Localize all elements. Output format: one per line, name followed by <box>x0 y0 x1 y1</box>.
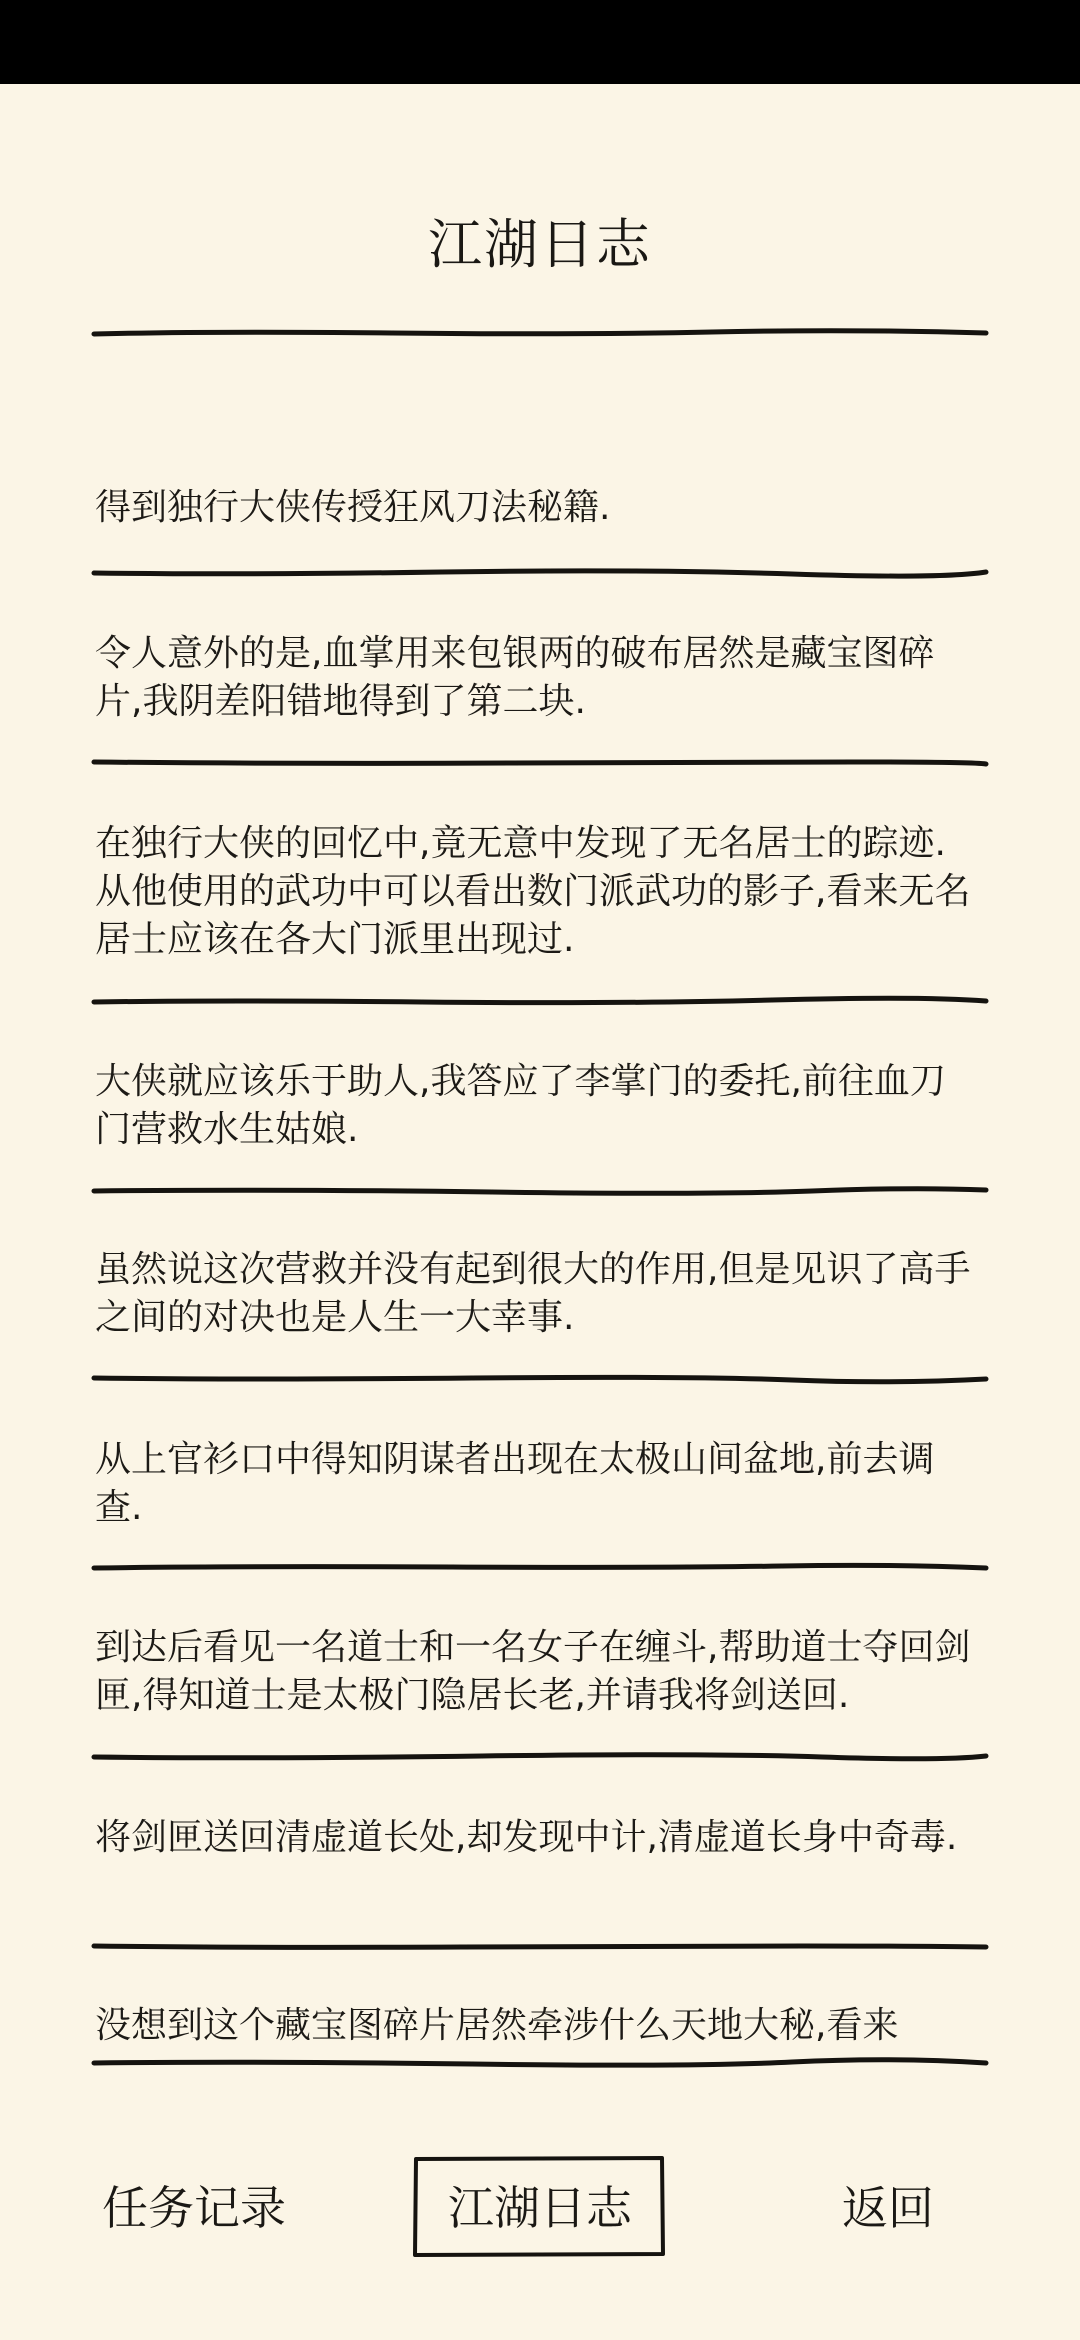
journal-page <box>0 84 1080 2340</box>
entry-divider <box>92 758 988 768</box>
entry-divider <box>92 1186 988 1196</box>
entry-divider <box>92 996 988 1006</box>
journal-entry: 到达后看见一名道士和一名女子在缠斗,帮助道士夺回剑匣,得知道士是太极门隐居长老,并请我将剑送回. <box>95 1627 971 1716</box>
quest-log-tab[interactable]: 任务记录 <box>102 2181 286 2235</box>
journal-entry: 从上官衫口中得知阴谋者出现在太极山间盆地,前去调查. <box>95 1439 935 1528</box>
journal-entry: 大侠就应该乐于助人,我答应了李掌门的委托,前往血刀门营救水生姑娘. <box>95 1061 946 1150</box>
journal-entry: 令人意外的是,血掌用来包银两的破布居然是藏宝图碎片,我阴差阳错地得到了第二块. <box>95 633 935 722</box>
journal-entry: 得到独行大侠传授狂风刀法秘籍. <box>95 487 611 528</box>
bottom-nav <box>0 2140 1080 2270</box>
entry-divider <box>92 1752 988 1762</box>
journal-entry: 将剑匣送回清虚道长处,却发现中计,清虚道长身中奇毒. <box>95 1817 958 1858</box>
title-divider <box>92 328 988 338</box>
back-button[interactable]: 返回 <box>842 2181 934 2235</box>
journal-entry: 虽然说这次营救并没有起到很大的作用,但是见识了高手之间的对决也是人生一大幸事. <box>95 1249 971 1338</box>
journal-entry: 在独行大侠的回忆中,竟无意中发现了无名居士的踪迹.从他使用的武功中可以看出数门派武功的影子,看来无名居士应该在各大门派里出现过. <box>95 823 971 960</box>
entry-divider <box>92 568 988 578</box>
entry-divider <box>92 1562 988 1572</box>
entry-divider <box>92 1374 988 1384</box>
status-bar <box>0 0 1080 84</box>
entry-divider <box>92 1942 988 1952</box>
journal-scroll-area[interactable] <box>0 338 1080 2046</box>
page-title: 江湖日志 <box>428 213 652 276</box>
bottom-divider <box>92 2058 988 2068</box>
journal-entry: 没想到这个藏宝图碎片居然牵涉什么天地大秘,看来 <box>95 2005 899 2046</box>
jianghu-log-tab[interactable]: 江湖日志 <box>448 2181 632 2235</box>
